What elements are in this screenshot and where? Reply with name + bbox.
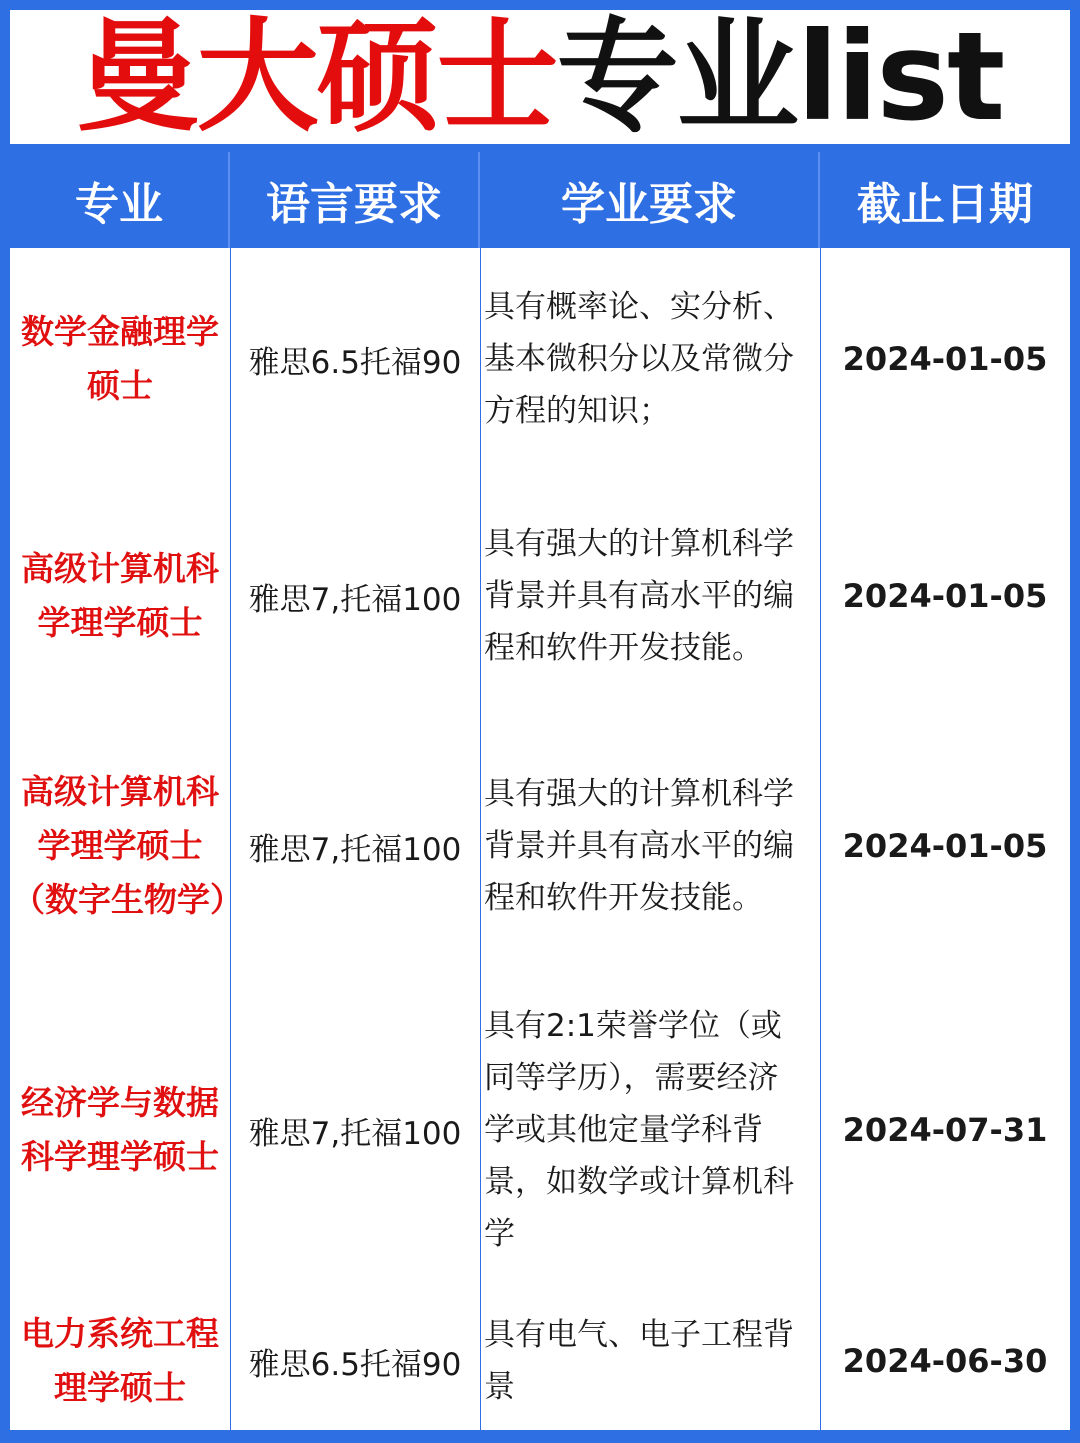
language-requirement: 雅思6.5托福90	[248, 1346, 462, 1383]
language-requirement: 雅思6.5托福90	[248, 344, 462, 381]
table-row	[10, 738, 1070, 954]
header-academic: 学业要求	[480, 152, 820, 248]
major-name: 高级计算机科学理学硕士	[21, 549, 219, 642]
language-requirement: 雅思7,托福100	[248, 581, 462, 618]
title-highlight: 曼大硕士	[76, 6, 557, 148]
header-language: 语言要求	[230, 152, 480, 248]
table-row	[10, 1306, 1070, 1416]
deadline: 2024-07-31	[842, 1111, 1048, 1149]
academic-requirement: 具有强大的计算机科学背景并具有高水平的编程和软件开发技能。	[484, 526, 794, 666]
academic-requirement: 具有概率论、实分析、基本微积分以及常微分方程的知识；	[484, 289, 794, 429]
table-header	[10, 152, 1070, 248]
deadline: 2024-01-05	[842, 577, 1048, 615]
academic-requirement: 具有2:1荣誉学位（或同等学历），需要经济学或其他定量学科背景，如数学或计算机科学	[484, 1008, 794, 1252]
header-major: 专业	[10, 152, 230, 248]
title-text: 专业list	[556, 6, 1004, 148]
title-banner	[10, 6, 1070, 148]
major-name: 电力系统工程理学硕士	[21, 1314, 219, 1407]
table-body	[10, 248, 1070, 1430]
table-row	[10, 996, 1070, 1264]
language-requirement: 雅思7,托福100	[248, 831, 462, 868]
deadline: 2024-01-05	[842, 340, 1048, 378]
academic-requirement: 具有电气、电子工程背景	[484, 1317, 794, 1405]
table-row	[10, 488, 1070, 704]
header-deadline: 截止日期	[857, 179, 1033, 230]
major-name: 数学金融理学硕士	[21, 312, 219, 405]
table-row	[10, 278, 1070, 440]
language-requirement: 雅思7,托福100	[248, 1115, 462, 1152]
major-name: 高级计算机科学理学硕士（数字生物学）	[12, 772, 243, 919]
academic-requirement: 具有强大的计算机科学背景并具有高水平的编程和软件开发技能。	[484, 776, 794, 916]
deadline: 2024-06-30	[842, 1342, 1048, 1380]
deadline: 2024-01-05	[842, 827, 1048, 865]
major-name: 经济学与数据科学理学硕士	[21, 1083, 219, 1176]
